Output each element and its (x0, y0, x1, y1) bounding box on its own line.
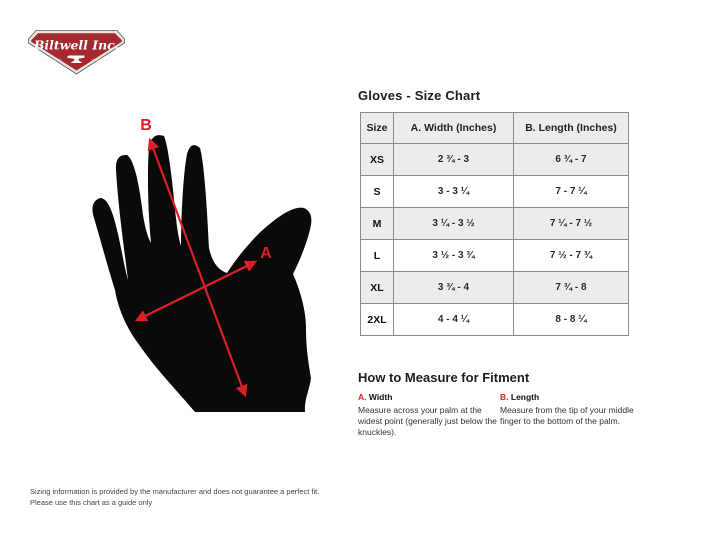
measure-label-length: Length (510, 392, 540, 402)
measure-key-b: B. (500, 392, 509, 402)
biltwell-logo-badge (28, 30, 125, 75)
col-header-size: Size (361, 113, 394, 144)
measure-text-length: Measure from the tip of your middle finger to the bottom of the palm. (500, 405, 634, 427)
width-value: 2 ¾ - 3 (394, 144, 514, 176)
how-to-measure-section (358, 392, 648, 438)
length-value: 7 ¾ - 8 (514, 272, 629, 304)
col-header-width: A. Width (Inches) (394, 113, 514, 144)
measure-item-width (358, 392, 498, 438)
width-value: 3 ¾ - 4 (394, 272, 514, 304)
biltwell-logo (28, 30, 125, 75)
glove-measurement-diagram (80, 100, 340, 430)
width-value: 4 - 4 ¼ (394, 304, 514, 336)
measure-item-length (500, 392, 640, 438)
logo-tagline-quality: "QUALITY" (37, 58, 63, 63)
size-chart-table (360, 112, 629, 336)
logo-tagline-counts: "COUNTS" (91, 58, 115, 63)
table-row-xl (361, 272, 629, 304)
label-a: A (260, 245, 272, 262)
label-b: B (140, 117, 152, 134)
table-row-m (361, 208, 629, 240)
length-value: 7 ½ - 7 ¾ (514, 240, 629, 272)
size-chart-title: Gloves - Size Chart (358, 88, 481, 103)
width-value: 3 - 3 ¼ (394, 176, 514, 208)
length-value: 6 ¾ - 7 (514, 144, 629, 176)
disclaimer-line-2: Please use this chart as a guide only (30, 498, 153, 508)
measure-key-a: A. (358, 392, 367, 402)
logo-brand-text: Biltwell Inc. (33, 37, 120, 53)
length-value: 7 ¼ - 7 ½ (514, 208, 629, 240)
hand-silhouette (92, 135, 311, 412)
table-row-2xl (361, 304, 629, 336)
size-label: XL (361, 272, 394, 304)
size-label: 2XL (361, 304, 394, 336)
length-value: 7 - 7 ¼ (514, 176, 629, 208)
disclaimer (30, 486, 319, 509)
disclaimer-line-1: Sizing information is provided by the manufacturer and does not guarantee a perfect fit. (30, 487, 320, 496)
measure-label-width: Width (368, 392, 393, 402)
length-value: 8 - 8 ¼ (514, 304, 629, 336)
table-row-l (361, 240, 629, 272)
col-header-length: B. Length (Inches) (514, 113, 629, 144)
width-value: 3 ¼ - 3 ½ (394, 208, 514, 240)
size-label: S (361, 176, 394, 208)
table-header-row (361, 113, 629, 144)
size-label: XS (361, 144, 394, 176)
table-row-xs (361, 144, 629, 176)
how-to-measure-title: How to Measure for Fitment (358, 370, 530, 385)
size-label: L (361, 240, 394, 272)
size-label: M (361, 208, 394, 240)
measure-text-width: Measure across your palm at the widest point (generally just below the knuckles). (358, 405, 497, 438)
table-row-s (361, 176, 629, 208)
width-value: 3 ½ - 3 ¾ (394, 240, 514, 272)
